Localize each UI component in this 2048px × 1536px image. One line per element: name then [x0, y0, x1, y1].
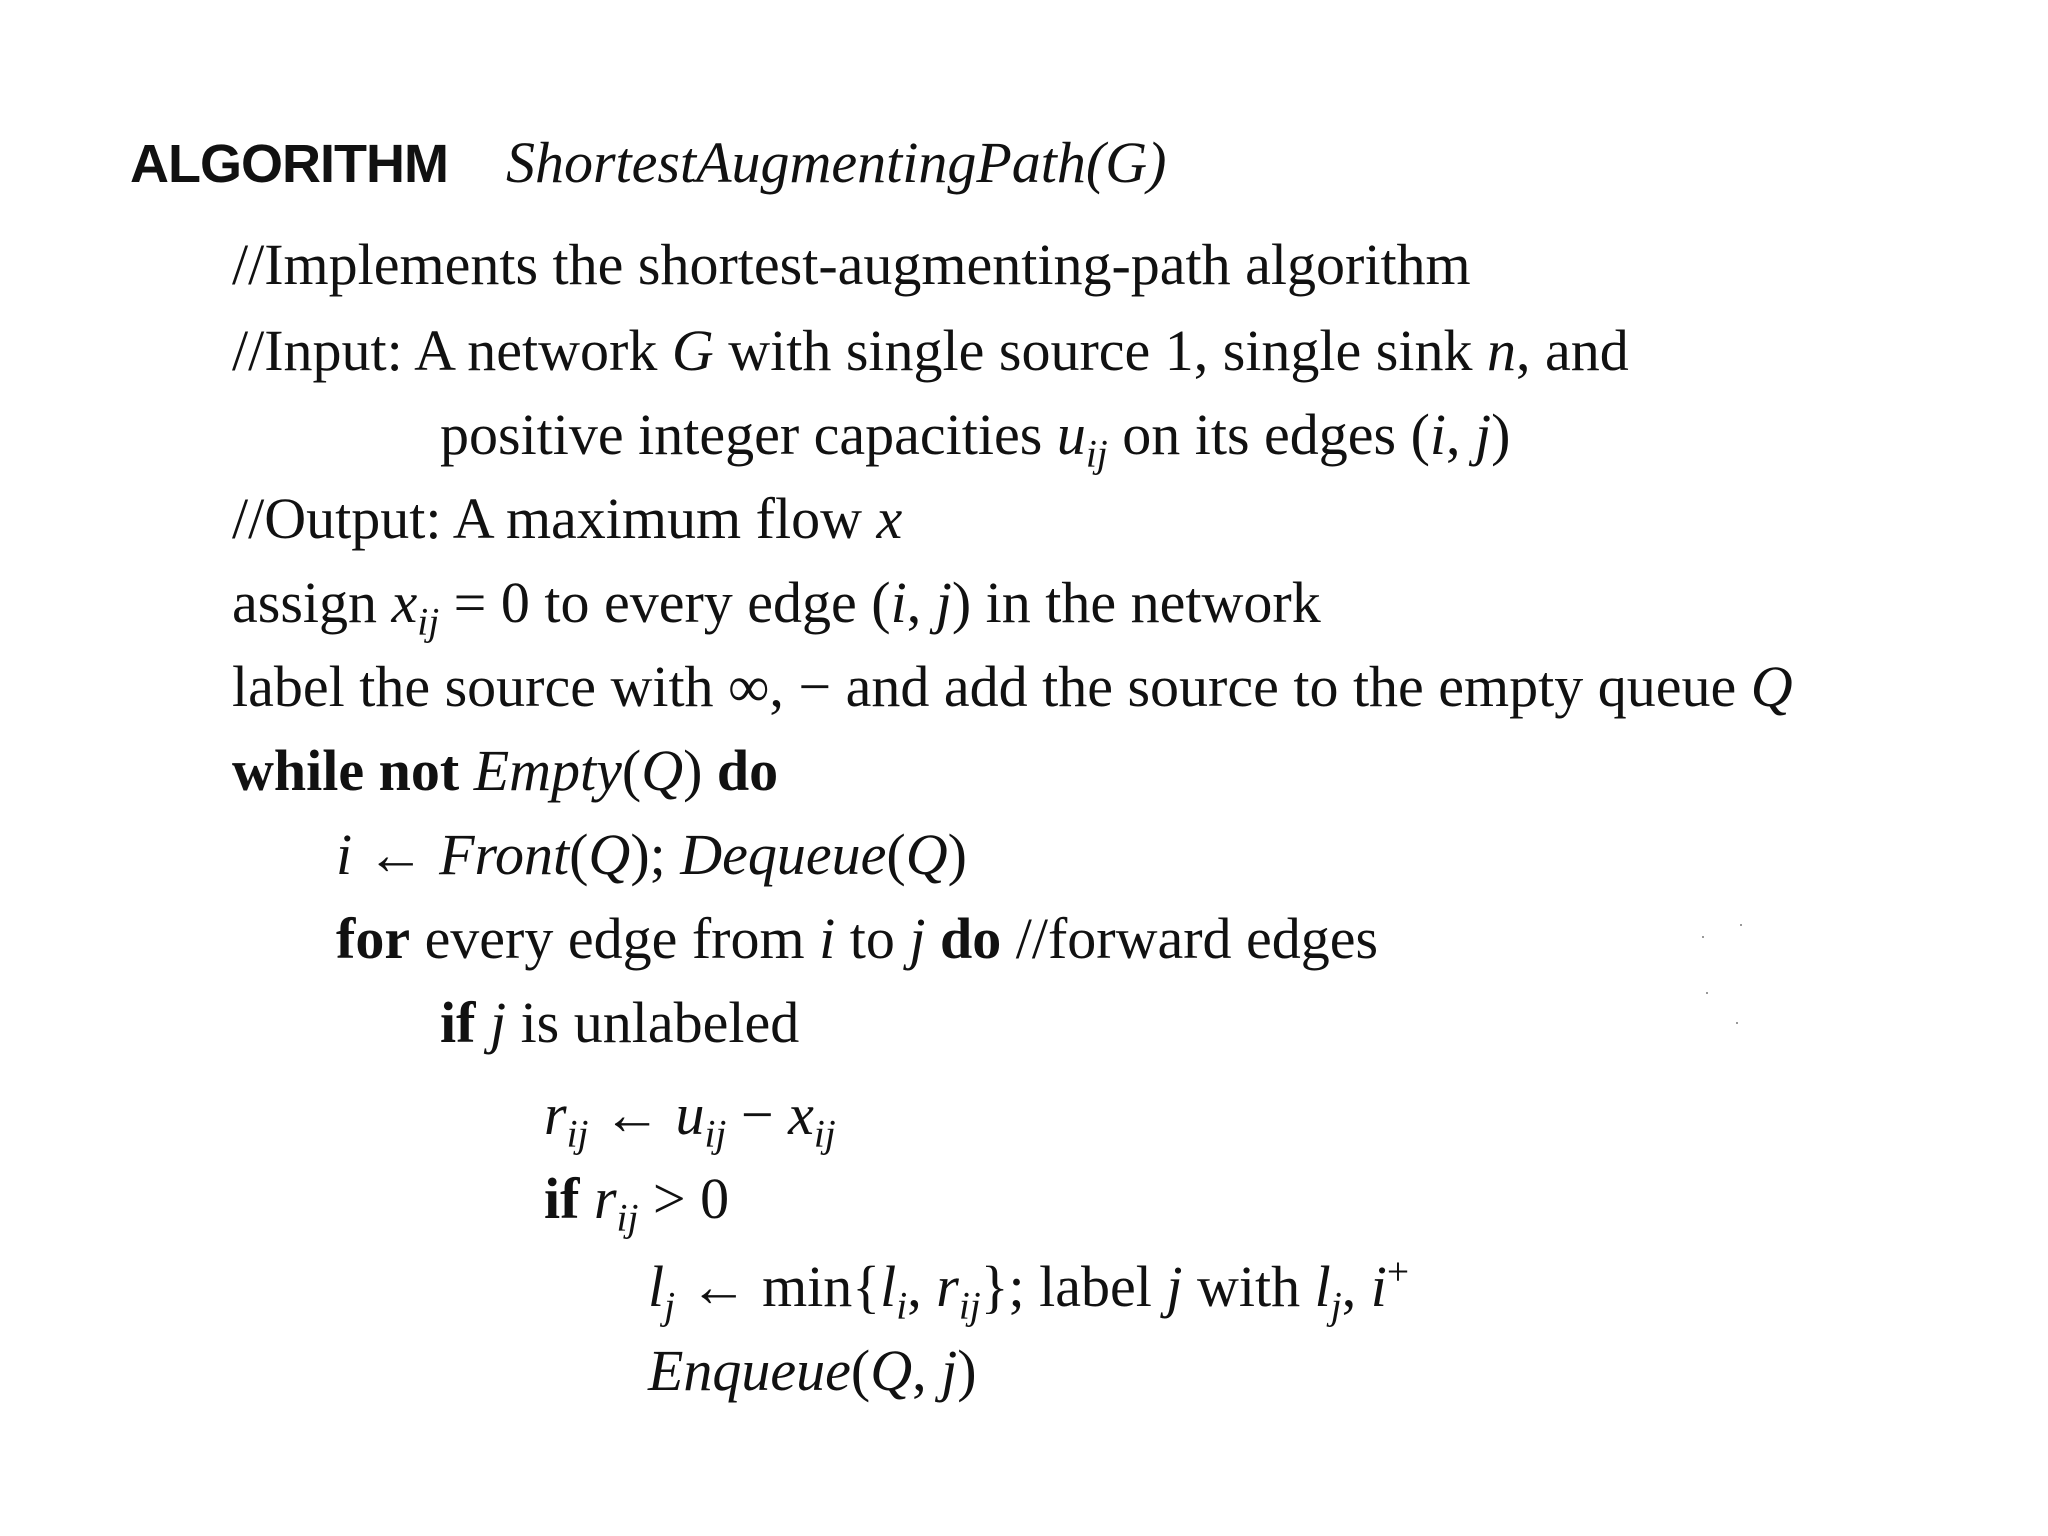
comment-input-continued: positive integer capacities $u_{ij}$ on its edges (i, j): [440, 402, 1511, 476]
stmt-assign-zero-flow: assign $x_{ij} = 0$ to every edge (i, j) in the network: [232, 570, 1321, 644]
stmt-for-forward-edges: for every edge from i to j do //forward edges: [336, 906, 1379, 971]
algorithm-keyword: ALGORITHM: [130, 134, 448, 194]
comment-output: //Output: A maximum flow x: [232, 486, 903, 551]
comment-implements: //Implements the shortest-augmenting-path algorithm: [232, 232, 1471, 297]
stmt-front-dequeue: i ← Front(Q); Dequeue(Q): [336, 822, 967, 887]
stmt-if-unlabeled: if j is unlabeled: [440, 990, 800, 1055]
stmt-residual-capacity: $r_{ij}$ ← $u_{ij} - x_{ij}$: [544, 1082, 836, 1156]
scan-artifact-dot: [1740, 924, 1742, 926]
stmt-while-loop: while not Empty(Q) do: [232, 738, 779, 803]
comment-input: //Input: A network G with single source 1, single sink n, and: [232, 318, 1629, 383]
scan-artifact-dot: [1736, 1022, 1738, 1024]
algorithm-header: [130, 128, 1166, 199]
scan-artifact-dot: [1702, 936, 1704, 938]
stmt-label-j: $l_j$ ← $\min\{l_i$, $r_{ij}$}; label j with $l_j$, i+: [648, 1249, 1410, 1328]
scan-artifact-dot: [1706, 992, 1708, 994]
algorithm-name: ShortestAugmentingPath(G): [505, 130, 1167, 195]
stmt-enqueue: Enqueue(Q, j): [648, 1338, 977, 1403]
stmt-if-residual-positive: if $r_{ij} > 0$: [544, 1166, 730, 1240]
stmt-label-source: label the source with ∞, − and add the source to the empty queue Q: [232, 654, 1793, 719]
